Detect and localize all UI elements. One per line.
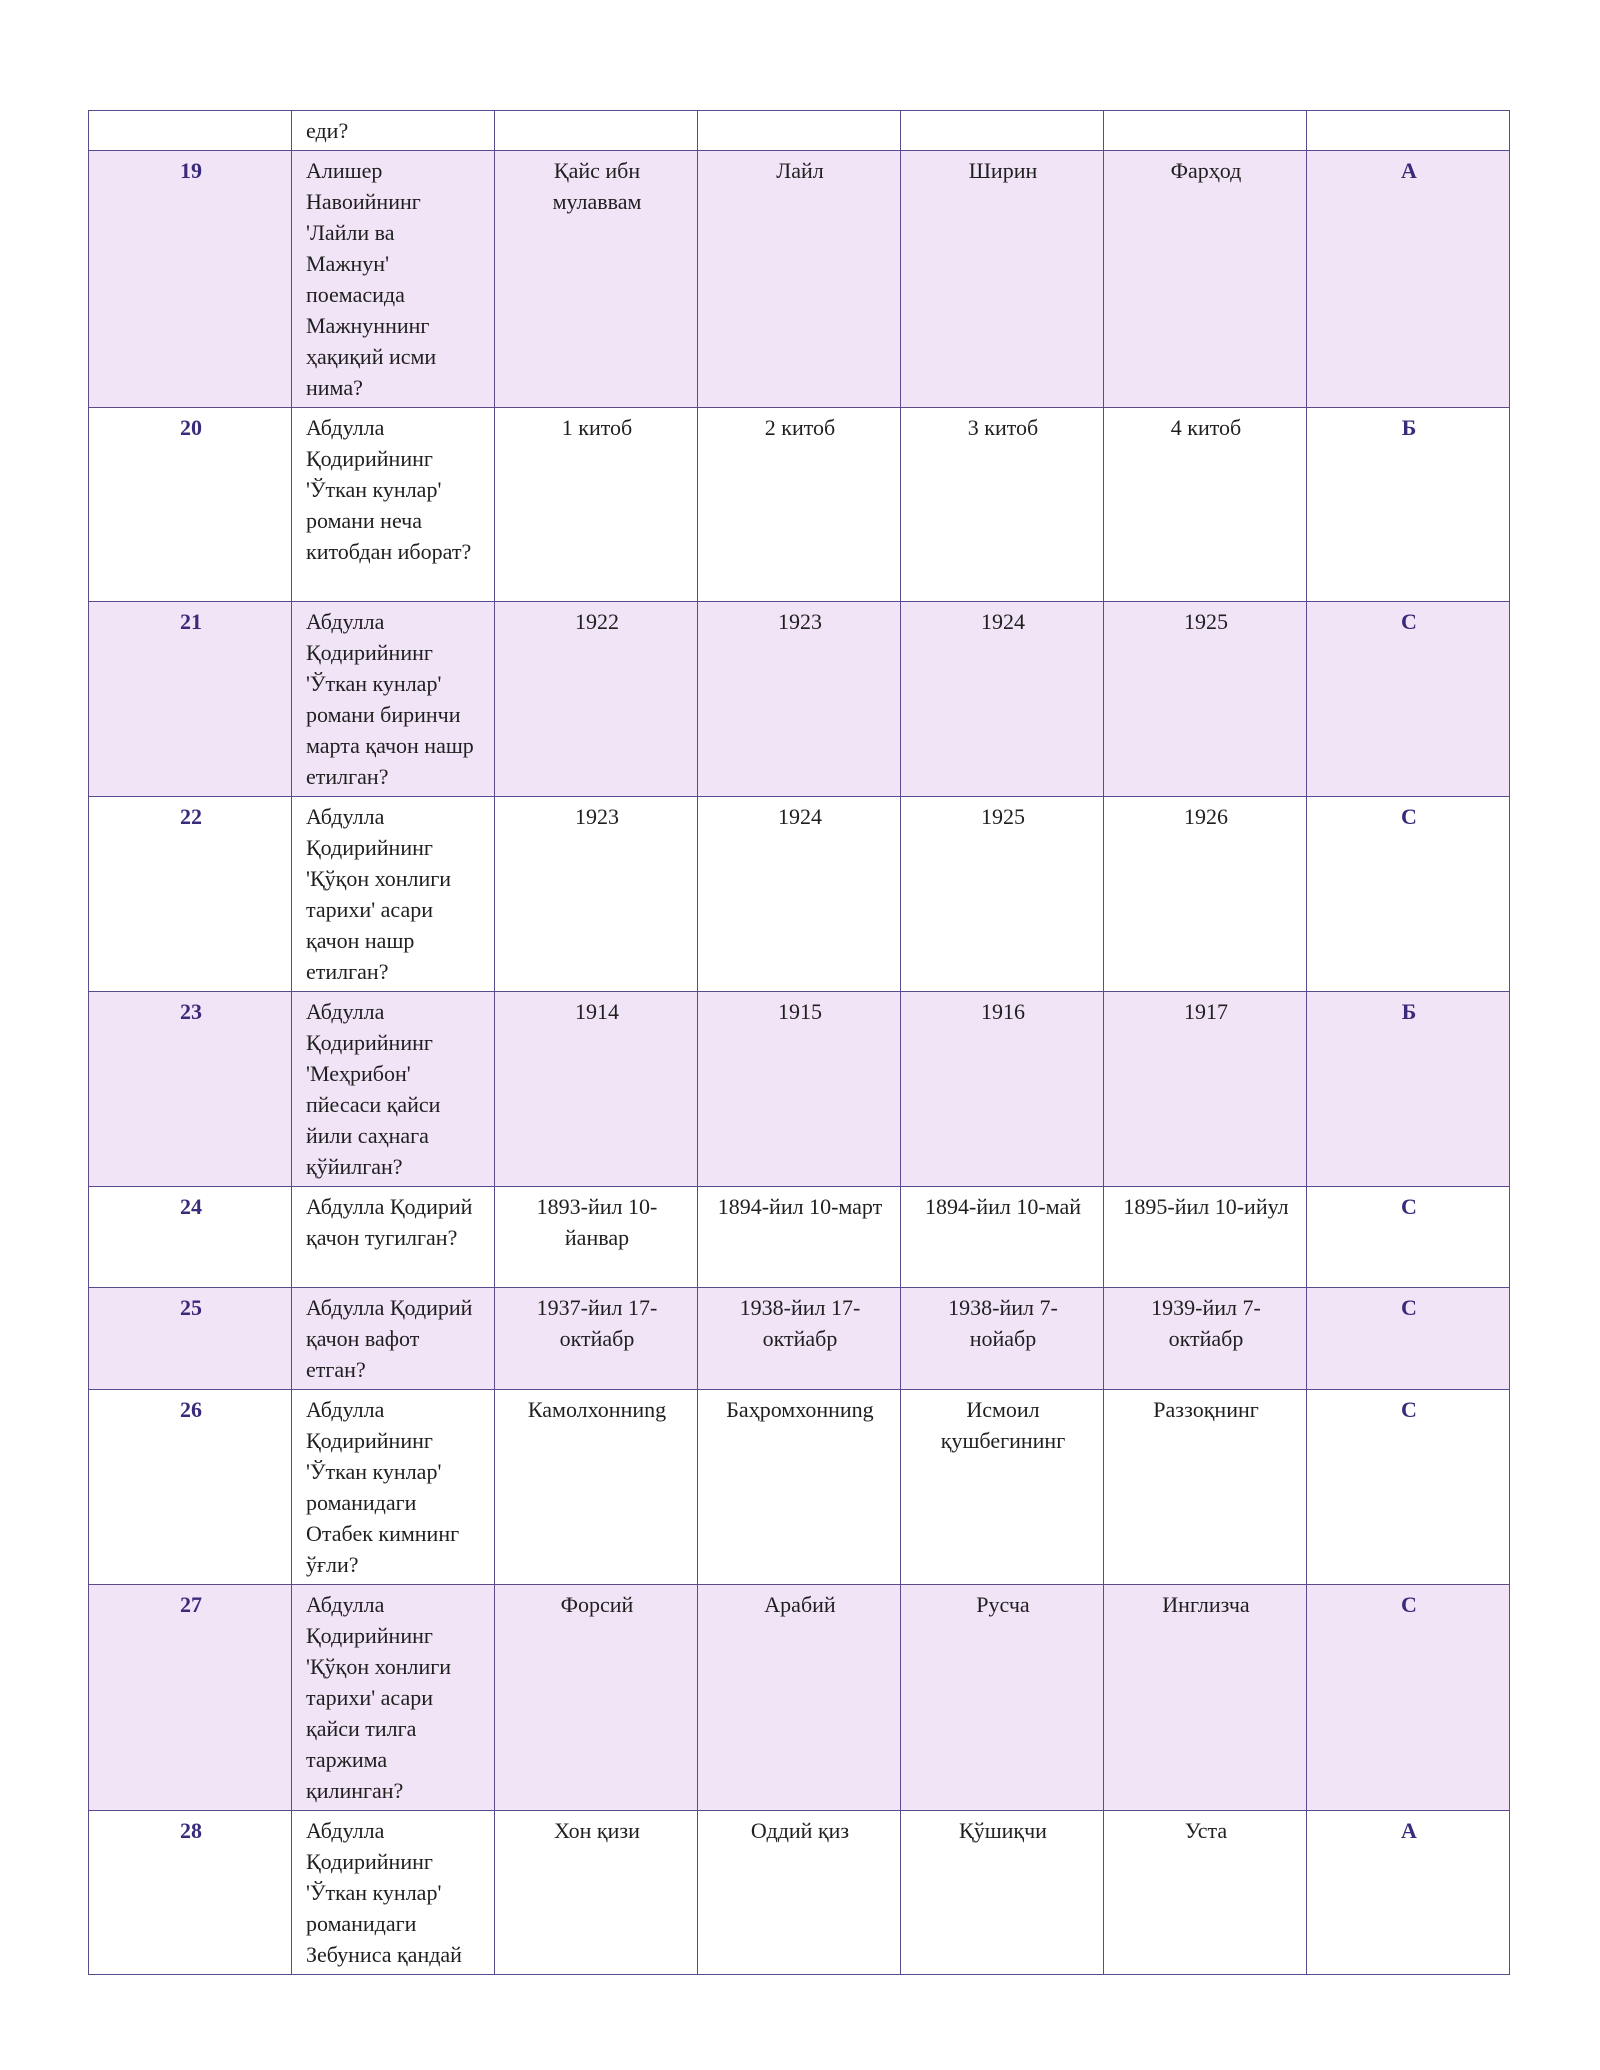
- table-row: [89, 408, 1510, 602]
- option-c-cell: 3 китоб: [901, 408, 1104, 602]
- option-c-cell: 1916: [901, 992, 1104, 1187]
- option-b-cell: Арабий: [698, 1585, 901, 1811]
- option-a-cell: 1914: [495, 992, 698, 1187]
- option-d-cell: Раззоқнинг: [1104, 1390, 1307, 1585]
- quiz-table: [88, 110, 1510, 1975]
- option-d-cell: 1917: [1104, 992, 1307, 1187]
- answer-cell: С: [1307, 1288, 1510, 1390]
- answer-cell: Б: [1307, 408, 1510, 602]
- answer-cell: С: [1307, 1585, 1510, 1811]
- option-c-cell: Ширин: [901, 151, 1104, 408]
- question-cell: Абдулла Қодирий қачон тугилган?: [292, 1187, 495, 1288]
- question-number-cell: [89, 111, 292, 151]
- option-b-cell: [698, 111, 901, 151]
- question-cell: Абдулла Қодирийнинг 'Қўқон хонлиги тарихи' асари қайси тилга таржима қилинган?: [292, 1585, 495, 1811]
- question-cell: Абдулла Қодирийнинг 'Ўткан кунлар' романидаги Зебуниса қандай: [292, 1811, 495, 1975]
- option-a-cell: Қайс ибн мулаввам: [495, 151, 698, 408]
- option-d-cell: 1926: [1104, 797, 1307, 992]
- answer-cell: Б: [1307, 992, 1510, 1187]
- table-row: [89, 992, 1510, 1187]
- option-a-cell: 1923: [495, 797, 698, 992]
- option-a-cell: 1893-йил 10-йанвар: [495, 1187, 698, 1288]
- table-row: [89, 797, 1510, 992]
- question-number-cell: 26: [89, 1390, 292, 1585]
- question-cell: Абдулла Қодирий қачон вафот етган?: [292, 1288, 495, 1390]
- option-d-cell: Уста: [1104, 1811, 1307, 1975]
- option-c-cell: 1924: [901, 602, 1104, 797]
- question-number-cell: 22: [89, 797, 292, 992]
- option-b-cell: 1894-йил 10-март: [698, 1187, 901, 1288]
- option-d-cell: 1939-йил 7-октйабр: [1104, 1288, 1307, 1390]
- option-c-cell: 1894-йил 10-май: [901, 1187, 1104, 1288]
- option-d-cell: 4 китоб: [1104, 408, 1307, 602]
- table-row: [89, 1811, 1510, 1975]
- option-c-cell: Русча: [901, 1585, 1104, 1811]
- option-b-cell: Оддий қиз: [698, 1811, 901, 1975]
- option-b-cell: 1924: [698, 797, 901, 992]
- question-number-cell: 25: [89, 1288, 292, 1390]
- question-number-cell: 20: [89, 408, 292, 602]
- option-a-cell: Форсий: [495, 1585, 698, 1811]
- option-b-cell: 1915: [698, 992, 901, 1187]
- question-cell: Абдулла Қодирийнинг 'Қўқон хонлиги тарихи' асари қачон нашр етилган?: [292, 797, 495, 992]
- table-row-continued: [89, 111, 1510, 151]
- question-cell: Абдулла Қодирийнинг 'Ўткан кунлар' романидаги Отабек кимнинг ўғли?: [292, 1390, 495, 1585]
- option-a-cell: Хон қизи: [495, 1811, 698, 1975]
- option-a-cell: 1937-йил 17-октйабр: [495, 1288, 698, 1390]
- question-cell: Абдулла Қодирийнинг 'Меҳрибон' пйесаси қайси йили саҳнага қўйилган?: [292, 992, 495, 1187]
- option-c-cell: Исмоил қушбегининг: [901, 1390, 1104, 1585]
- option-b-cell: 1938-йил 17-октйабр: [698, 1288, 901, 1390]
- question-number-cell: 27: [89, 1585, 292, 1811]
- option-a-cell: [495, 111, 698, 151]
- option-a-cell: Камолхонниng: [495, 1390, 698, 1585]
- table-row: [89, 151, 1510, 408]
- answer-cell: С: [1307, 797, 1510, 992]
- option-d-cell: [1104, 111, 1307, 151]
- question-number-cell: 21: [89, 602, 292, 797]
- answer-cell: А: [1307, 1811, 1510, 1975]
- option-c-cell: 1938-йил 7-нойабр: [901, 1288, 1104, 1390]
- question-number-cell: 19: [89, 151, 292, 408]
- option-b-cell: 2 китоб: [698, 408, 901, 602]
- question-number-cell: 24: [89, 1187, 292, 1288]
- option-a-cell: 1 китоб: [495, 408, 698, 602]
- answer-cell: С: [1307, 1390, 1510, 1585]
- question-number-cell: 28: [89, 1811, 292, 1975]
- option-b-cell: 1923: [698, 602, 901, 797]
- answer-cell: С: [1307, 602, 1510, 797]
- option-d-cell: 1895-йил 10-ийул: [1104, 1187, 1307, 1288]
- option-c-cell: Қўшиқчи: [901, 1811, 1104, 1975]
- option-a-cell: 1922: [495, 602, 698, 797]
- question-number-cell: 23: [89, 992, 292, 1187]
- table-row: [89, 1187, 1510, 1288]
- option-c-cell: 1925: [901, 797, 1104, 992]
- question-cell: Алишер Навоийнинг 'Лайли ва Мажнун' поемасида Мажнуннинг ҳақиқий исми нима?: [292, 151, 495, 408]
- table-row: [89, 1288, 1510, 1390]
- option-b-cell: Лайл: [698, 151, 901, 408]
- option-d-cell: 1925: [1104, 602, 1307, 797]
- question-cell: Абдулла Қодирийнинг 'Ўткан кунлар' романи неча китобдан иборат?: [292, 408, 495, 602]
- question-cell: еди?: [292, 111, 495, 151]
- table-row: [89, 1585, 1510, 1811]
- table-row: [89, 602, 1510, 797]
- answer-cell: С: [1307, 1187, 1510, 1288]
- option-b-cell: Баҳромхонниng: [698, 1390, 901, 1585]
- option-d-cell: Инглизча: [1104, 1585, 1307, 1811]
- option-d-cell: Фарҳод: [1104, 151, 1307, 408]
- question-cell: Абдулла Қодирийнинг 'Ўткан кунлар' романи биринчи марта қачон нашр етилган?: [292, 602, 495, 797]
- table-row: [89, 1390, 1510, 1585]
- answer-cell: [1307, 111, 1510, 151]
- answer-cell: А: [1307, 151, 1510, 408]
- option-c-cell: [901, 111, 1104, 151]
